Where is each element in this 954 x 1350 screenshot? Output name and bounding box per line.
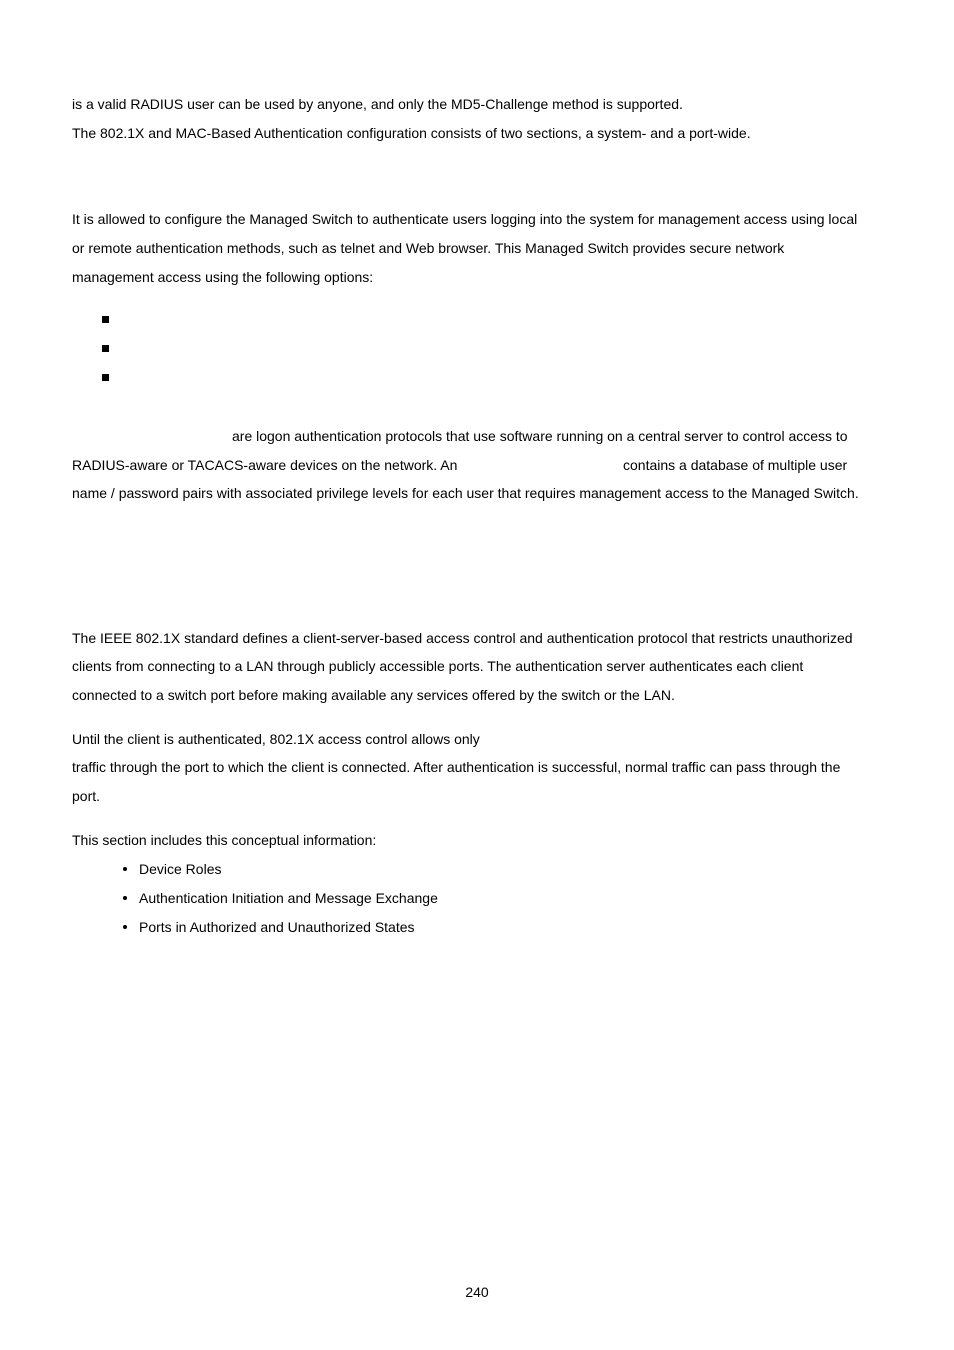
square-bullet-icon — [102, 374, 109, 381]
intro-line-1: is a valid RADIUS user can be used by anyone, and only the MD5-Challenge method is supported. — [72, 96, 683, 112]
concepts-intro: This section includes this conceptual information: — [72, 832, 377, 848]
auth-protocols-line-1: are logon authentication protocols that use software running on a central server to control access to — [232, 428, 848, 444]
auth-protocols-line-3: name / password pairs with associated privilege levels for each user that requires management access to the Managed Switch. — [72, 485, 859, 501]
concept-item-auth-initiation: Authentication Initiation and Message Exchange — [139, 890, 438, 906]
overview-line-3: management access using the following options: — [72, 269, 374, 285]
dot-bullet-icon — [123, 867, 127, 871]
access-control-line-1: Until the client is authenticated, 802.1X access control allows only — [72, 731, 480, 747]
dot-bullet-icon — [123, 925, 127, 929]
square-bullet-icon — [102, 316, 109, 323]
overview-line-2: or remote authentication methods, such as telnet and Web browser. This Managed Switch provides secure network — [72, 240, 785, 256]
square-bullet-icon — [102, 345, 109, 352]
concept-item-port-states: Ports in Authorized and Unauthorized States — [139, 919, 415, 935]
overview-line-1: It is allowed to configure the Managed Switch to authenticate users logging into the system for management access using local — [72, 211, 858, 227]
access-control-line-2: traffic through the port to which the client is connected. After authentication is successful, normal traffic can pass through the — [72, 759, 841, 775]
dot-bullet-icon — [123, 896, 127, 900]
auth-protocols-line-2b: contains a database of multiple user — [623, 457, 848, 473]
intro-line-2: The 802.1X and MAC-Based Authentication configuration consists of two sections, a system- and a port-wide. — [72, 125, 751, 141]
concept-item-device-roles: Device Roles — [139, 861, 222, 877]
ieee-line-1: The IEEE 802.1X standard defines a client-server-based access control and authentication protocol that restricts unauthorized — [72, 630, 853, 646]
auth-protocols-line-2a: RADIUS-aware or TACACS-aware devices on the network. An — [72, 457, 458, 473]
access-control-line-3: port. — [72, 788, 101, 804]
page-number: 240 — [465, 1284, 489, 1300]
ieee-line-2: clients from connecting to a LAN through publicly accessible ports. The authentication server authenticates each client — [72, 658, 804, 674]
ieee-line-3: connected to a switch port before making available any services offered by the switch or the LAN. — [72, 687, 675, 703]
